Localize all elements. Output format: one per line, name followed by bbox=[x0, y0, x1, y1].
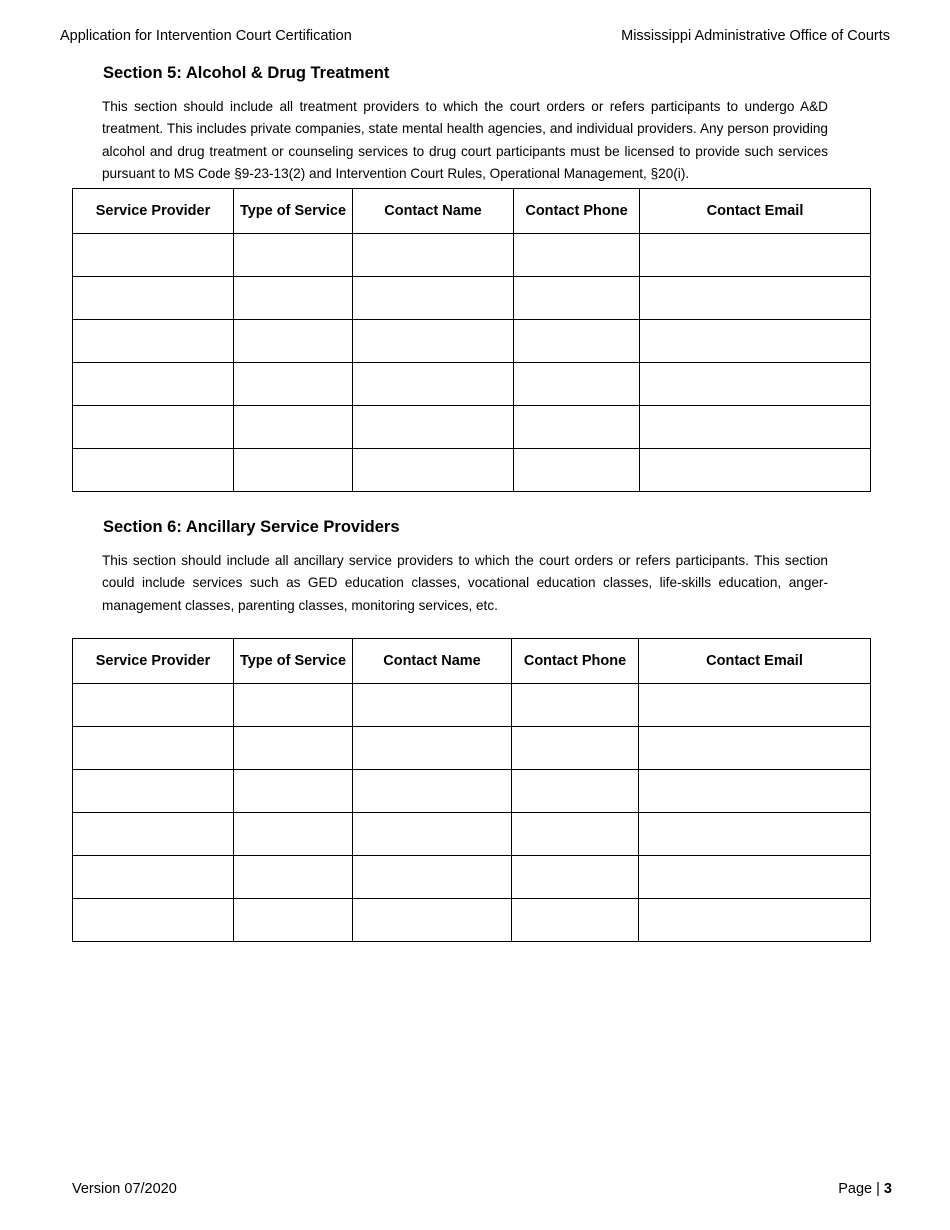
cell-contact-phone[interactable] bbox=[514, 406, 640, 449]
table-header-row bbox=[73, 639, 871, 684]
header-agency: Mississippi Administrative Office of Courts bbox=[621, 28, 890, 44]
cell-type-of-service[interactable] bbox=[234, 363, 353, 406]
section6-table bbox=[72, 638, 871, 942]
cell-service-provider[interactable] bbox=[73, 684, 234, 727]
cell-service-provider[interactable] bbox=[73, 320, 234, 363]
page-number: 3 bbox=[883, 1181, 892, 1197]
cell-contact-phone[interactable] bbox=[514, 320, 640, 363]
table-row bbox=[73, 363, 871, 406]
table-row bbox=[73, 856, 871, 899]
cell-contact-name[interactable] bbox=[353, 363, 514, 406]
cell-contact-email[interactable] bbox=[639, 770, 871, 813]
cell-contact-phone[interactable] bbox=[512, 813, 639, 856]
cell-type-of-service[interactable] bbox=[234, 899, 353, 942]
cell-type-of-service[interactable] bbox=[234, 770, 353, 813]
section6-description: This section should include all ancillary service providers to which the court orders or refers participants. This section could include services such as GED education classes, vocational education classes, life-skills education, anger-management classes, parenting classes, monitoring services, etc. bbox=[102, 553, 828, 613]
cell-contact-email[interactable] bbox=[639, 899, 871, 942]
cell-contact-name[interactable] bbox=[353, 727, 512, 770]
cell-contact-name[interactable] bbox=[353, 856, 512, 899]
cell-contact-phone[interactable] bbox=[512, 727, 639, 770]
cell-service-provider[interactable] bbox=[73, 856, 234, 899]
cell-contact-email[interactable] bbox=[640, 449, 871, 492]
footer-page bbox=[838, 1181, 892, 1197]
table-row bbox=[73, 727, 871, 770]
cell-type-of-service[interactable] bbox=[234, 406, 353, 449]
cell-contact-name[interactable] bbox=[353, 899, 512, 942]
cell-type-of-service[interactable] bbox=[234, 727, 353, 770]
cell-contact-phone[interactable] bbox=[512, 770, 639, 813]
section6-title: Section 6: Ancillary Service Providers bbox=[103, 518, 400, 536]
section5-description: This section should include all treatment providers to which the court orders or refers participants to undergo A&D treatment. This includes private companies, state mental health agencies, and individual providers. Any person providing alcohol and drug treatment or counseling services to drug court participants must be licensed to provide such services pursuant to MS Code §9-23-13(2) and Intervention Court Rules, Operational Management, §20(i). bbox=[102, 99, 828, 181]
col-type-of-service: Type of Service bbox=[234, 189, 353, 234]
cell-contact-phone[interactable] bbox=[514, 449, 640, 492]
cell-contact-email[interactable] bbox=[639, 684, 871, 727]
cell-contact-phone[interactable] bbox=[512, 684, 639, 727]
cell-contact-phone[interactable] bbox=[512, 856, 639, 899]
cell-service-provider[interactable] bbox=[73, 770, 234, 813]
col-contact-email: Contact Email bbox=[640, 189, 871, 234]
cell-service-provider[interactable] bbox=[73, 234, 234, 277]
col-contact-email: Contact Email bbox=[639, 639, 871, 684]
cell-contact-email[interactable] bbox=[640, 234, 871, 277]
cell-type-of-service[interactable] bbox=[234, 856, 353, 899]
cell-service-provider[interactable] bbox=[73, 363, 234, 406]
cell-contact-name[interactable] bbox=[353, 234, 514, 277]
col-contact-phone: Contact Phone bbox=[512, 639, 639, 684]
cell-contact-name[interactable] bbox=[353, 770, 512, 813]
cell-service-provider[interactable] bbox=[73, 899, 234, 942]
table-row bbox=[73, 684, 871, 727]
table-row bbox=[73, 770, 871, 813]
section5-title: Section 5: Alcohol & Drug Treatment bbox=[103, 64, 390, 82]
cell-service-provider[interactable] bbox=[73, 813, 234, 856]
cell-type-of-service[interactable] bbox=[234, 813, 353, 856]
col-contact-name: Contact Name bbox=[353, 189, 514, 234]
cell-contact-name[interactable] bbox=[353, 684, 512, 727]
cell-contact-name[interactable] bbox=[353, 406, 514, 449]
table-row bbox=[73, 813, 871, 856]
cell-service-provider[interactable] bbox=[73, 406, 234, 449]
table-row bbox=[73, 449, 871, 492]
cell-type-of-service[interactable] bbox=[234, 320, 353, 363]
table-header-row bbox=[73, 189, 871, 234]
cell-contact-phone[interactable] bbox=[514, 234, 640, 277]
cell-contact-email[interactable] bbox=[639, 856, 871, 899]
col-contact-name: Contact Name bbox=[353, 639, 512, 684]
cell-type-of-service[interactable] bbox=[234, 277, 353, 320]
col-contact-phone: Contact Phone bbox=[514, 189, 640, 234]
cell-contact-name[interactable] bbox=[353, 277, 514, 320]
page-label: Page | bbox=[838, 1181, 880, 1197]
footer-version: Version 07/2020 bbox=[72, 1181, 177, 1197]
col-type-of-service: Type of Service bbox=[234, 639, 353, 684]
header-form-title: Application for Intervention Court Certification bbox=[60, 28, 352, 44]
cell-type-of-service[interactable] bbox=[234, 234, 353, 277]
cell-contact-email[interactable] bbox=[640, 363, 871, 406]
cell-contact-phone[interactable] bbox=[514, 277, 640, 320]
table-row bbox=[73, 406, 871, 449]
cell-service-provider[interactable] bbox=[73, 277, 234, 320]
table-row bbox=[73, 899, 871, 942]
cell-contact-email[interactable] bbox=[640, 320, 871, 363]
cell-contact-name[interactable] bbox=[353, 813, 512, 856]
table-row bbox=[73, 277, 871, 320]
section5-table bbox=[72, 188, 871, 492]
cell-service-provider[interactable] bbox=[73, 449, 234, 492]
cell-contact-email[interactable] bbox=[640, 277, 871, 320]
cell-contact-email[interactable] bbox=[639, 813, 871, 856]
col-service-provider: Service Provider bbox=[73, 639, 234, 684]
cell-contact-phone[interactable] bbox=[514, 363, 640, 406]
col-service-provider: Service Provider bbox=[73, 189, 234, 234]
cell-contact-email[interactable] bbox=[639, 727, 871, 770]
cell-contact-name[interactable] bbox=[353, 449, 514, 492]
cell-contact-name[interactable] bbox=[353, 320, 514, 363]
table-row bbox=[73, 234, 871, 277]
table-row bbox=[73, 320, 871, 363]
cell-type-of-service[interactable] bbox=[234, 449, 353, 492]
cell-type-of-service[interactable] bbox=[234, 684, 353, 727]
cell-contact-email[interactable] bbox=[640, 406, 871, 449]
cell-service-provider[interactable] bbox=[73, 727, 234, 770]
cell-contact-phone[interactable] bbox=[512, 899, 639, 942]
